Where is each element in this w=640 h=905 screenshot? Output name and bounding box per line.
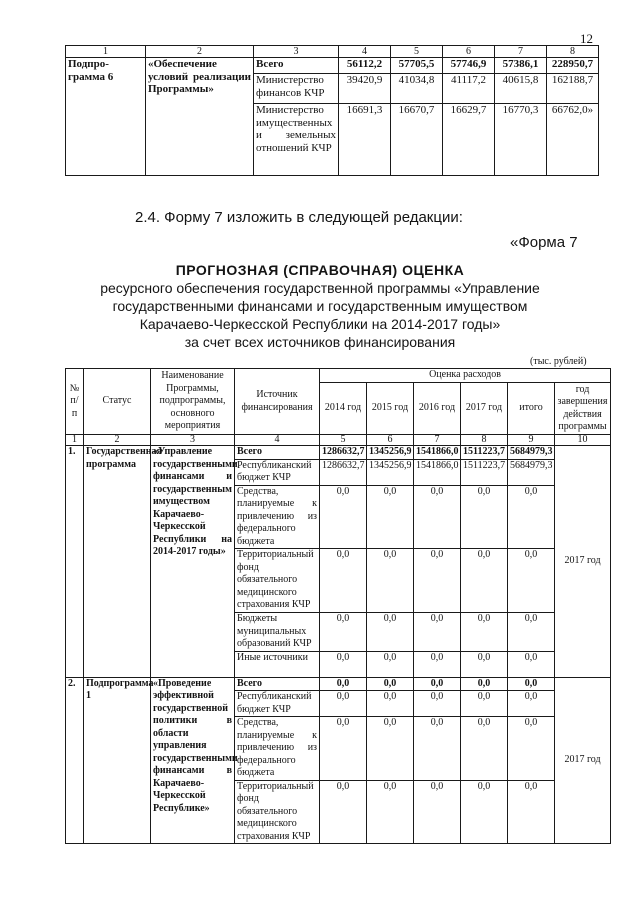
column-number: 9 xyxy=(508,435,555,446)
table-row xyxy=(66,58,599,74)
value-cell: 0,0 xyxy=(367,717,414,781)
value-cell: 0,0 xyxy=(414,651,461,677)
header-name: Наименование Программы, подпрограммы, основного мероприятия xyxy=(151,369,235,435)
header-total: итого xyxy=(508,383,555,435)
value-cell: 16629,7 xyxy=(443,104,495,176)
value-cell: 0,0 xyxy=(367,691,414,717)
header-year: 2016 год xyxy=(414,383,461,435)
value-cell: 0,0 xyxy=(461,613,508,652)
value-cell: 1511223,7 xyxy=(461,446,508,460)
value-cell: 0,0 xyxy=(367,651,414,677)
value-cell: 0,0 xyxy=(320,549,367,613)
header-num: № п/п xyxy=(66,369,84,435)
program-name-cell: «Проведение эффективной государственной политики в области управления государственными финансами в Карачаево-Черкесской Республике» xyxy=(151,677,235,844)
form-label: «Форма 7 xyxy=(510,234,578,251)
value-cell: 0,0 xyxy=(461,717,508,781)
program-name-cell: «Обеспечение условий реализации Программы» xyxy=(146,58,254,176)
header-source: Источник финансирования xyxy=(235,369,320,435)
table-header-row xyxy=(66,46,599,58)
column-number: 6 xyxy=(367,435,414,446)
program-name-cell: «Управление государственными финансами и государственным имуществом Карачаево-Черкесской Республики на 2014-2017 годы» xyxy=(151,446,235,678)
value-cell: 16770,3 xyxy=(495,104,547,176)
source-cell: Министерство финансов КЧР xyxy=(254,74,339,104)
value-cell: 0,0 xyxy=(461,780,508,844)
source-cell: Территориальный фонд обязательного медицинского страхования КЧР xyxy=(235,549,320,613)
header-year: 2017 год xyxy=(461,383,508,435)
column-number: 1 xyxy=(66,435,84,446)
column-number: 4 xyxy=(339,46,391,58)
value-cell: 0,0 xyxy=(320,691,367,717)
column-number: 8 xyxy=(461,435,508,446)
value-cell: 0,0 xyxy=(461,485,508,549)
value-cell: 0,0 xyxy=(320,717,367,781)
document-subtitle-line: за счет всех источников финансирования xyxy=(184,334,456,350)
column-number: 10 xyxy=(555,435,611,446)
source-cell: Средства, планируемые к привлечению из федерального бюджета xyxy=(235,717,320,781)
column-number: 5 xyxy=(320,435,367,446)
page-number: 12 xyxy=(580,31,593,46)
end-year-cell: 2017 год xyxy=(555,677,611,844)
value-cell: 41117,2 xyxy=(443,74,495,104)
value-cell: 0,0 xyxy=(461,677,508,691)
column-number: 1 xyxy=(66,46,146,58)
column-number: 5 xyxy=(391,46,443,58)
value-cell: 0,0 xyxy=(320,651,367,677)
header-year: 2014 год xyxy=(320,383,367,435)
value-cell: 16670,7 xyxy=(391,104,443,176)
value-cell: 57705,5 xyxy=(391,58,443,74)
value-cell: 0,0 xyxy=(414,485,461,549)
column-number: 2 xyxy=(84,435,151,446)
value-cell: 41034,8 xyxy=(391,74,443,104)
value-cell: 0,0 xyxy=(508,677,555,691)
value-cell: 56112,2 xyxy=(339,58,391,74)
value-cell: 0,0 xyxy=(320,677,367,691)
table-row xyxy=(66,677,611,691)
value-cell: 40615,8 xyxy=(495,74,547,104)
value-cell: 0,0 xyxy=(461,691,508,717)
source-cell: Министерство имущественных и земельных отношений КЧР xyxy=(254,104,339,176)
value-cell: 0,0 xyxy=(367,780,414,844)
value-cell: 57746,9 xyxy=(443,58,495,74)
value-cell: 0,0 xyxy=(508,780,555,844)
document-subtitle-line: Карачаево-Черкесской Республики на 2014-2017 годы» xyxy=(139,316,501,332)
subprogram-6-table xyxy=(65,45,599,176)
value-cell: 228950,7 xyxy=(547,58,599,74)
source-cell: Всего xyxy=(254,58,339,74)
value-cell: 5684979,3 xyxy=(508,446,555,460)
status-cell: Подпрограмма 1 xyxy=(84,677,151,844)
value-cell: 0,0 xyxy=(414,613,461,652)
value-cell: 0,0 xyxy=(320,613,367,652)
value-cell: 0,0 xyxy=(367,613,414,652)
value-cell: 1286632,7 xyxy=(320,459,367,485)
units-label: (тыс. рублей) xyxy=(530,356,587,367)
value-cell: 0,0 xyxy=(367,677,414,691)
document-subtitle-line: государственными финансами и государственным имуществом xyxy=(112,298,528,314)
value-cell: 39420,9 xyxy=(339,74,391,104)
value-cell: 0,0 xyxy=(461,651,508,677)
value-cell: 1286632,7 xyxy=(320,446,367,460)
value-cell: 0,0 xyxy=(414,691,461,717)
source-cell: Республиканский бюджет КЧР xyxy=(235,691,320,717)
value-cell: 0,0 xyxy=(414,780,461,844)
value-cell: 0,0 xyxy=(508,485,555,549)
source-cell: Всего xyxy=(235,677,320,691)
source-cell: Иные источники xyxy=(235,651,320,677)
source-cell: Средства, планируемые к привлечению из федерального бюджета xyxy=(235,485,320,549)
value-cell: 0,0 xyxy=(508,651,555,677)
status-cell: Подпро-грамма 6 xyxy=(66,58,146,176)
value-cell: 5684979,3 xyxy=(508,459,555,485)
value-cell: 0,0 xyxy=(367,485,414,549)
resource-estimate-table xyxy=(65,368,611,844)
row-number: 2. xyxy=(66,677,84,844)
table-row xyxy=(66,446,611,460)
source-cell: Бюджеты муниципальных образований КЧР xyxy=(235,613,320,652)
table-header-row xyxy=(66,369,611,383)
header-end-year: год завершения действия программы xyxy=(555,383,611,435)
header-estimate: Оценка расходов xyxy=(320,369,611,383)
value-cell: 0,0 xyxy=(508,549,555,613)
column-number: 2 xyxy=(146,46,254,58)
value-cell: 0,0 xyxy=(414,717,461,781)
source-cell: Всего xyxy=(235,446,320,460)
amendment-paragraph: 2.4. Форму 7 изложить в следующей редакции: xyxy=(135,209,463,226)
value-cell: 1511223,7 xyxy=(461,459,508,485)
value-cell: 1345256,9 xyxy=(367,459,414,485)
source-cell: Республиканский бюджет КЧР xyxy=(235,459,320,485)
value-cell: 66762,0» xyxy=(547,104,599,176)
value-cell: 0,0 xyxy=(367,549,414,613)
value-cell: 0,0 xyxy=(508,691,555,717)
value-cell: 0,0 xyxy=(414,677,461,691)
column-number: 3 xyxy=(151,435,235,446)
value-cell: 1345256,9 xyxy=(367,446,414,460)
column-number: 7 xyxy=(414,435,461,446)
value-cell: 16691,3 xyxy=(339,104,391,176)
value-cell: 0,0 xyxy=(461,549,508,613)
value-cell: 57386,1 xyxy=(495,58,547,74)
value-cell: 0,0 xyxy=(508,717,555,781)
status-cell: Государственная программа xyxy=(84,446,151,678)
column-numbers-row xyxy=(66,435,611,446)
document-subtitle-line: ресурсного обеспечения государственной программы «Управление xyxy=(100,280,540,296)
value-cell: 1541866,0 xyxy=(414,459,461,485)
value-cell: 0,0 xyxy=(320,485,367,549)
row-number: 1. xyxy=(66,446,84,678)
column-number: 8 xyxy=(547,46,599,58)
column-number: 7 xyxy=(495,46,547,58)
source-cell: Территориальный фонд обязательного медицинского страхования КЧР xyxy=(235,780,320,844)
header-status: Статус xyxy=(84,369,151,435)
value-cell: 0,0 xyxy=(414,549,461,613)
column-number: 6 xyxy=(443,46,495,58)
document-title: ПРОГНОЗНАЯ (СПРАВОЧНАЯ) ОЦЕНКА xyxy=(175,262,465,278)
column-number: 4 xyxy=(235,435,320,446)
value-cell: 0,0 xyxy=(320,780,367,844)
value-cell: 1541866,0 xyxy=(414,446,461,460)
end-year-cell: 2017 год xyxy=(555,446,611,678)
column-number: 3 xyxy=(254,46,339,58)
value-cell: 0,0 xyxy=(508,613,555,652)
header-year: 2015 год xyxy=(367,383,414,435)
value-cell: 162188,7 xyxy=(547,74,599,104)
